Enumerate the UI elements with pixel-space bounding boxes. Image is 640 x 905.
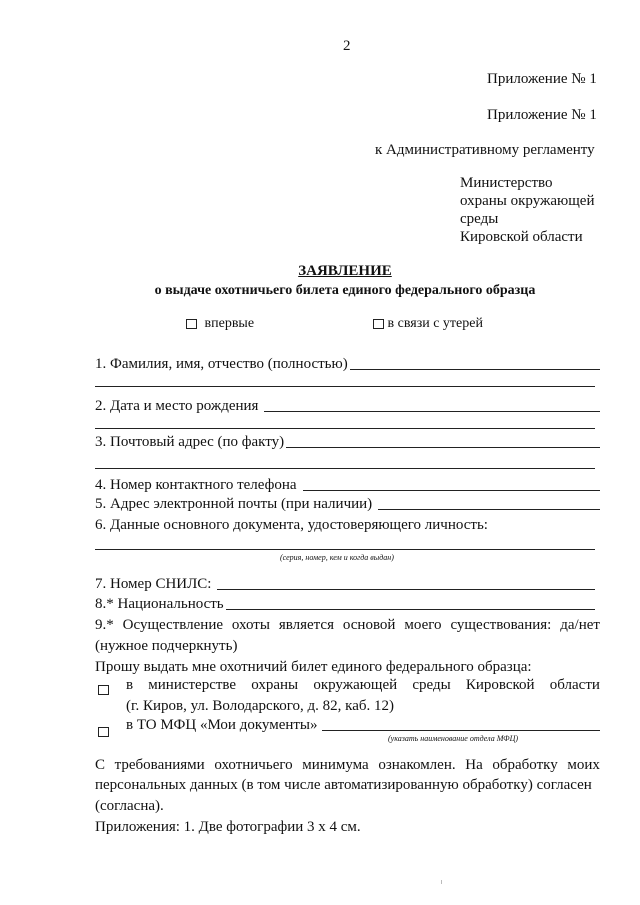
field-full-name-line[interactable] <box>350 369 600 370</box>
page-number: 2 <box>343 38 351 54</box>
field-phone[interactable] <box>95 476 600 494</box>
field-full-name-label: 1. Фамилия, имя, отчество (полностью) <box>95 356 348 372</box>
field-address[interactable] <box>95 433 600 451</box>
field-document-line[interactable] <box>95 549 595 550</box>
consent-line-3: (согласна). <box>95 798 164 814</box>
consent-line-1 <box>95 756 600 774</box>
choice-ministry-line-2: (г. Киров, ул. Володарского, д. 82, каб. 12) <box>126 698 394 714</box>
field-address-line-2[interactable] <box>95 468 595 469</box>
regulation-label: к Административному регламенту <box>375 142 595 158</box>
item9-yes-no[interactable]: да/нет <box>560 617 600 633</box>
addressee-line-4: Кировской области <box>460 229 583 245</box>
choice1-word: Кировской <box>465 677 535 693</box>
choice-mfc-checkbox[interactable] <box>98 723 109 741</box>
appendix-label-1: Приложение № 1 <box>487 71 597 87</box>
field-phone-label: 4. Номер контактного телефона <box>95 477 297 493</box>
item9-line-1 <box>95 616 600 634</box>
consent-word: С <box>95 757 106 773</box>
item9-line-2: (нужное подчеркнуть) <box>95 638 238 654</box>
request-text: Прошу выдать мне охотничий билет единого федерального образца: <box>95 659 532 675</box>
consent-word: ознакомлен. <box>378 757 456 773</box>
item9-word: существования: <box>450 617 552 633</box>
choice-mfc-hint: (указать наименование отдела МФЦ) <box>388 734 519 743</box>
choice-ministry-checkbox[interactable] <box>98 681 109 699</box>
field-nationality-label: 8.* Национальность <box>95 596 224 612</box>
item9-word: охоты <box>231 617 270 633</box>
choice1-word: окружающей <box>313 677 398 693</box>
choice1-word: охраны <box>251 677 299 693</box>
choice1-word: в <box>126 677 134 693</box>
field-email-line[interactable] <box>378 509 600 510</box>
field-address-line[interactable] <box>286 447 600 448</box>
option-loss-label: в связи с утерей <box>387 316 483 331</box>
item9-word: основой <box>342 617 396 633</box>
field-full-name-line-2[interactable] <box>95 386 595 387</box>
addressee-line-3: среды <box>460 211 499 227</box>
item9-word: моего <box>404 617 442 633</box>
field-snils-line[interactable] <box>217 589 595 590</box>
option-first-time-label: впервые <box>204 316 255 331</box>
field-email-label: 5. Адрес электронной почты (при наличии) <box>95 496 373 512</box>
checkbox-first-time[interactable] <box>186 319 197 329</box>
field-nationality[interactable] <box>95 595 595 613</box>
consent-word: охотничьего <box>214 757 293 773</box>
consent-word: минимума <box>302 757 369 773</box>
field-phone-line[interactable] <box>303 490 600 491</box>
field-birth-line[interactable] <box>264 411 600 412</box>
attachments-text: Приложения: 1. Две фотографии 3 х 4 см. <box>95 819 361 835</box>
field-address-label: 3. Почтовый адрес (по факту) <box>95 434 285 450</box>
consent-line-2: персональных данных (в том числе автоматизированную обработку) согласен <box>95 777 592 793</box>
scan-mark <box>441 880 442 884</box>
field-snils-label: 7. Номер СНИЛС: <box>95 576 212 592</box>
field-document-label: 6. Данные основного документа, удостоверяющего личность: <box>95 517 488 533</box>
choice-mfc-line[interactable] <box>322 730 600 731</box>
option-first-time[interactable] <box>186 315 254 332</box>
item9-word: является <box>278 617 334 633</box>
consent-word: моих <box>567 757 600 773</box>
choice-ministry-line-1 <box>126 676 600 694</box>
consent-word: требованиями <box>114 757 205 773</box>
choice-mfc[interactable] <box>126 716 600 734</box>
item9-word: Осуществление <box>122 617 223 633</box>
choice-mfc-label: в ТО МФЦ «Мои документы» <box>126 717 318 733</box>
field-full-name[interactable] <box>95 355 600 373</box>
appendix-label-2: Приложение № 1 <box>487 107 597 123</box>
field-email[interactable] <box>95 495 600 513</box>
choice1-word: области <box>549 677 600 693</box>
field-nationality-line[interactable] <box>226 609 595 610</box>
field-birth[interactable] <box>95 397 600 415</box>
field-birth-line-2[interactable] <box>95 428 595 429</box>
item9-word: 9.* <box>95 617 114 633</box>
choice1-word: среды <box>412 677 451 693</box>
option-loss[interactable] <box>373 315 483 332</box>
addressee-line-2: охраны окружающей <box>460 193 595 209</box>
document-title: ЗАЯВЛЕНИЕ <box>298 263 392 279</box>
field-snils[interactable] <box>95 575 595 593</box>
field-birth-label: 2. Дата и место рождения <box>95 398 259 414</box>
addressee-line-1: Министерство <box>460 175 553 191</box>
document-subtitle: о выдаче охотничьего билета единого федерального образца <box>154 283 536 298</box>
consent-word: обработку <box>492 757 558 773</box>
choice1-word: министерстве <box>148 677 237 693</box>
checkbox-loss[interactable] <box>373 319 384 329</box>
consent-word: На <box>465 757 483 773</box>
field-document-hint: (серия, номер, кем и когда выдан) <box>280 553 394 562</box>
